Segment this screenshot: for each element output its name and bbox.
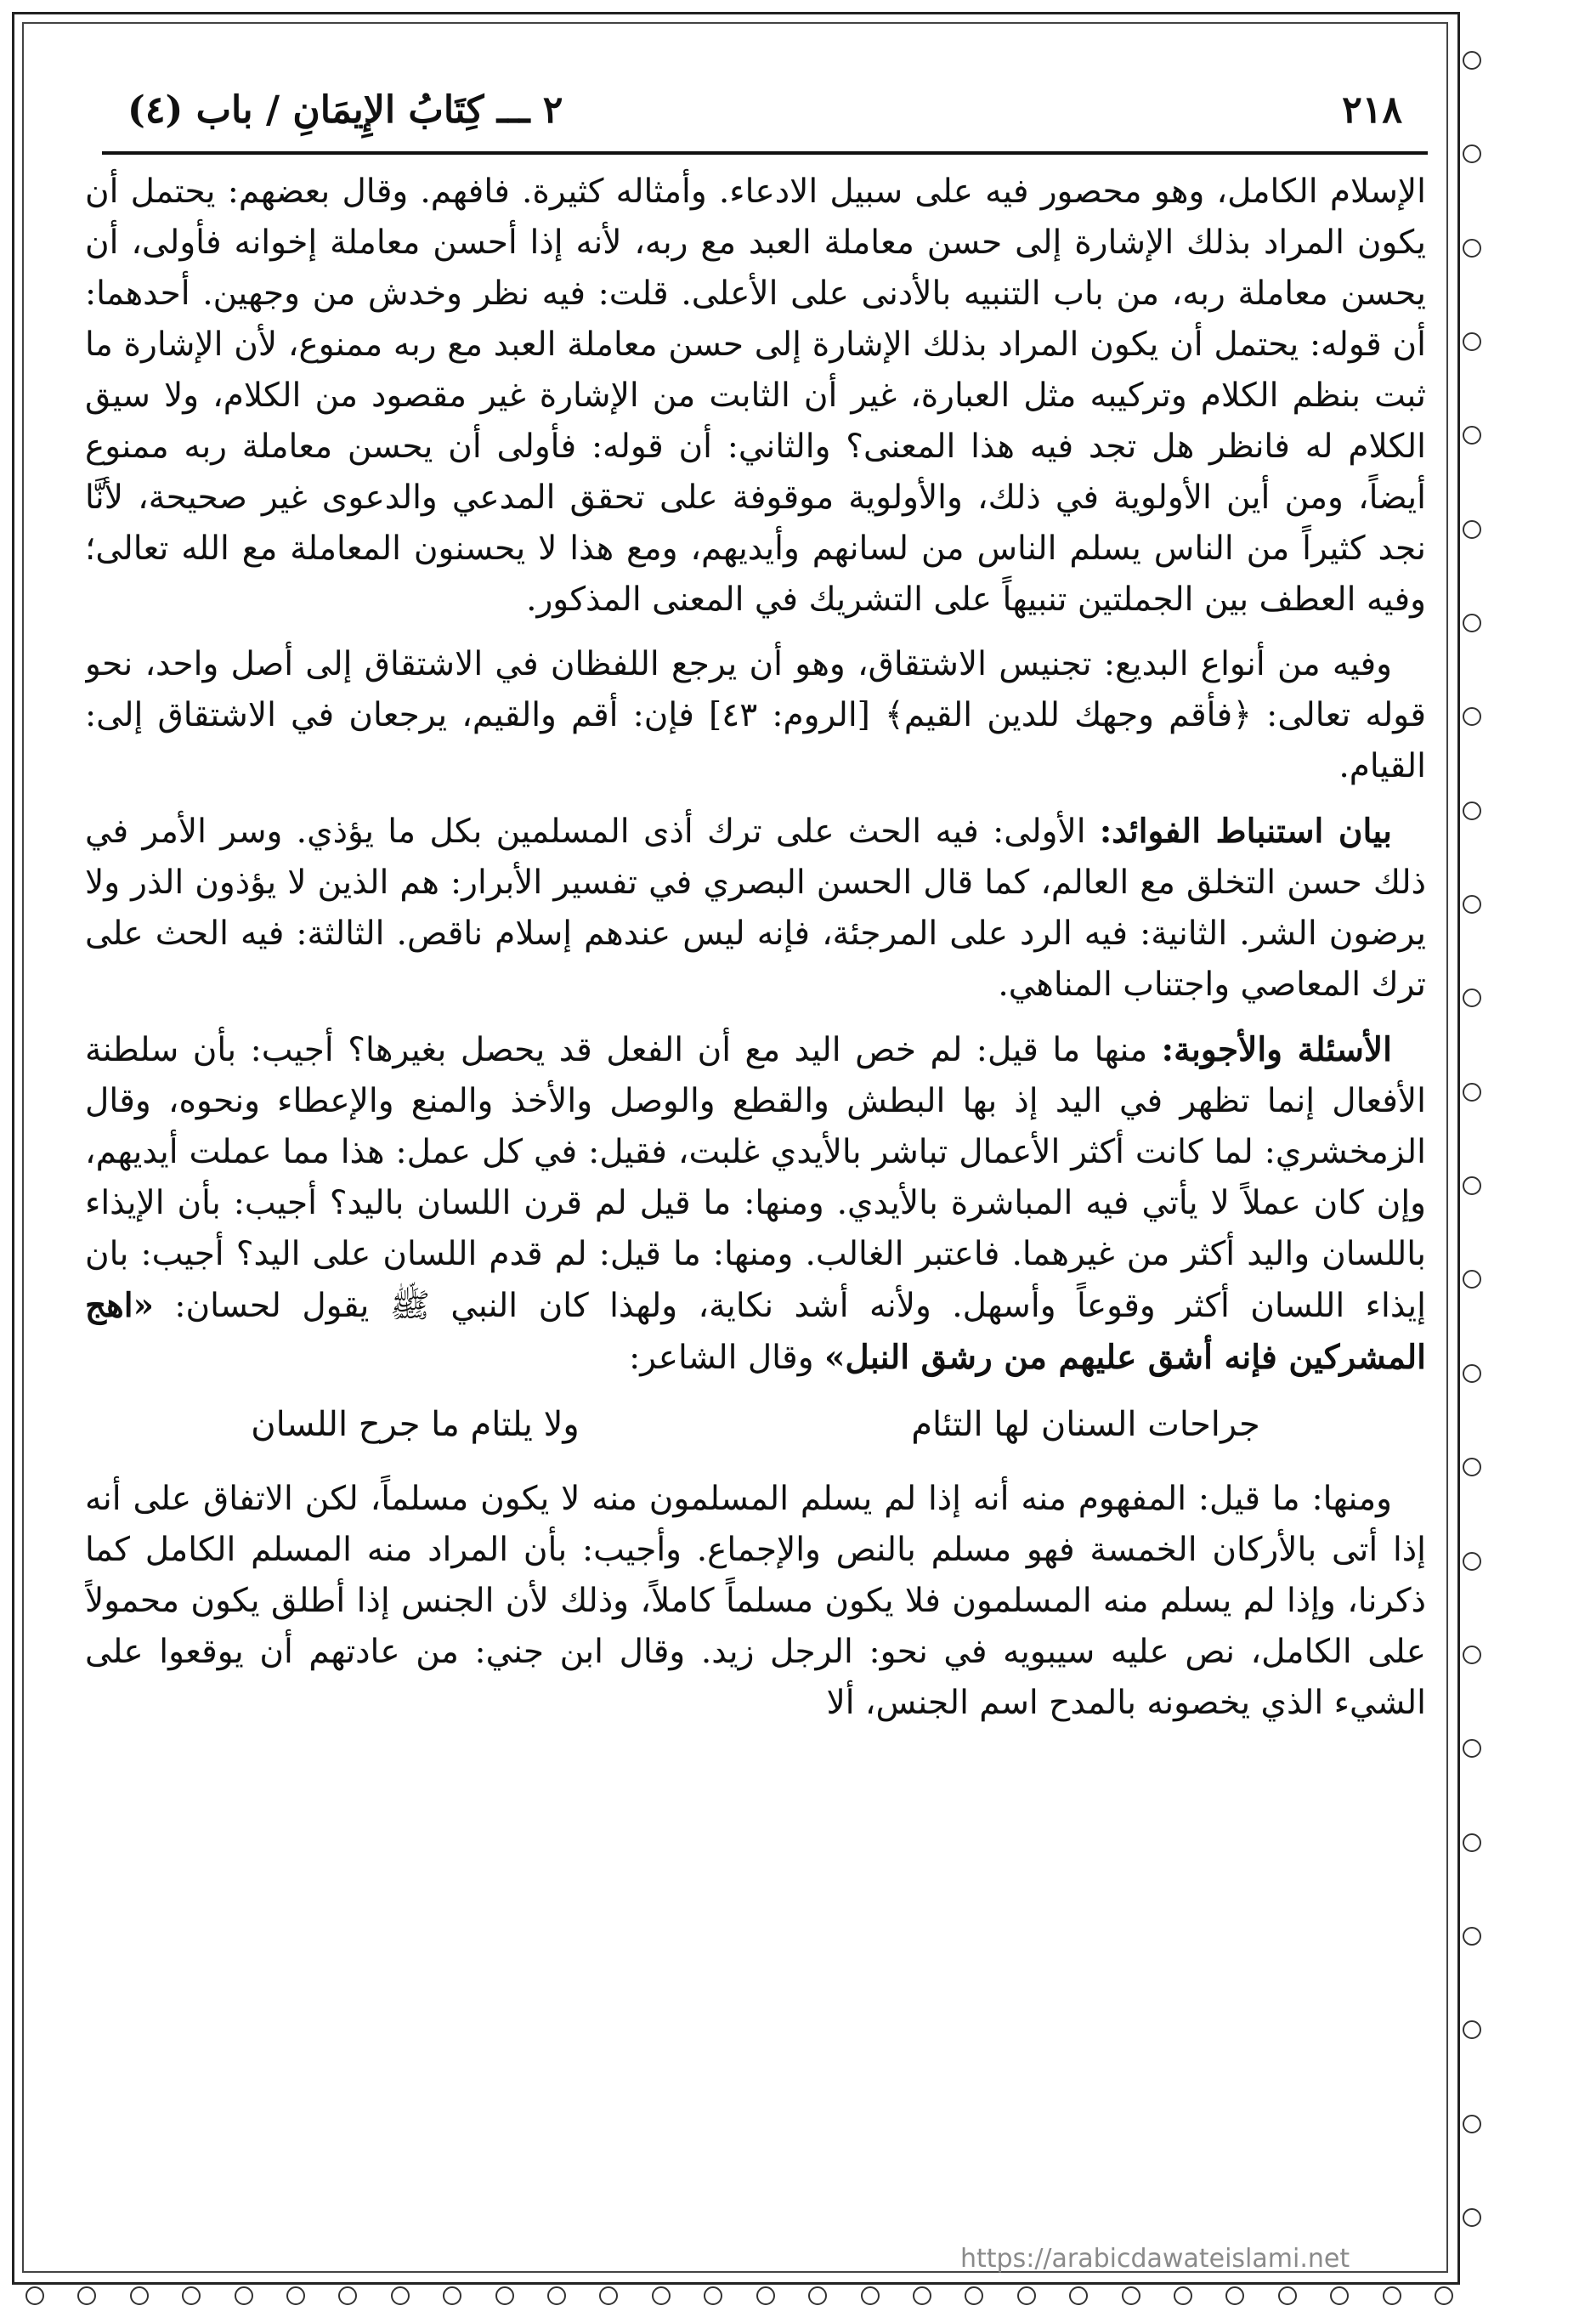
ornament-icon xyxy=(861,2286,880,2305)
ornament-icon xyxy=(1463,1739,1481,1758)
ornament-icon xyxy=(1463,144,1481,163)
poem-second-hemistich: ولا يلتام ما جرح اللسان xyxy=(251,1405,580,1444)
ornament-icon xyxy=(756,2286,775,2305)
ornament-icon xyxy=(1463,520,1481,539)
ornament-icon xyxy=(1225,2286,1244,2305)
ornament-icon xyxy=(1463,51,1481,70)
ornament-icon xyxy=(25,2286,44,2305)
ornament-icon xyxy=(1463,1927,1481,1946)
ornament-icon xyxy=(599,2286,618,2305)
ornament-icon xyxy=(286,2286,305,2305)
ornament-icon xyxy=(704,2286,722,2305)
ornament-icon xyxy=(1435,2286,1453,2305)
poem-first-hemistich: جراحات السنان لها التئام xyxy=(911,1405,1260,1444)
bottom-ornament-strip xyxy=(25,2281,1453,2310)
ornament-icon xyxy=(1463,2020,1481,2039)
page-number: ٢١٨ xyxy=(1342,88,1402,132)
ornament-icon xyxy=(1278,2286,1297,2305)
ornament-icon xyxy=(652,2286,671,2305)
poem-verse xyxy=(85,1399,1426,1450)
ornament-icon xyxy=(1463,802,1481,820)
paragraph-text: ومنها: ما قيل: المفهوم منه أنه إذا لم يسلم المسلمون منه لا يكون مسلماً، لكن الاتفاق على أنه إذا أتى بالأركان الخمسة فهو مسلم بالنص والإجماع. وأجيب: بأن المراد منه المسلم الكامل كما ذكرنا، وإذا لم يسلم منه المسلمون فلا يكون مسلماً كاملاً، وذلك لأن الجنس إذا أطلق يكون محمولاً على الكامل، نص عليه سيبويه في نحو: الرجل زيد. وقال ابن جني: من عادتهم أن يوقعوا على الشيء الذي يخصونه بالمدح اسم الجنس، ألا xyxy=(85,1480,1426,1722)
paragraph-text: وفيه من أنواع البديع: تجنيس الاشتقاق، وهو أن يرجع اللفظان في الاشتقاق إلى أصل واحد، نحو قوله تعالى: ﴿فأقم وجهك للدين القيم﴾ [الروم: ٤٣] فإن: أقم والقيم، يرجعان في الاشتقاق إلى: القيام. xyxy=(85,645,1426,785)
ornament-icon xyxy=(1463,1364,1481,1383)
hadith-quote: «اهج المشركين فإنه أشق عليهم من رشق النبل» xyxy=(85,1286,1426,1377)
ornament-icon xyxy=(1463,426,1481,445)
ornament-icon xyxy=(1463,614,1481,632)
ornament-icon xyxy=(1463,1646,1481,1664)
ornament-icon xyxy=(391,2286,410,2305)
ornament-icon xyxy=(182,2286,201,2305)
ornament-icon xyxy=(1463,1270,1481,1289)
paragraph xyxy=(85,806,1426,1011)
ornament-icon xyxy=(1463,2208,1481,2227)
paragraph-tail: وقال الشاعر: xyxy=(629,1339,814,1377)
ornament-icon xyxy=(1463,1552,1481,1571)
ornament-icon xyxy=(1463,2115,1481,2133)
section-heading: الأسئلة والأجوبة: xyxy=(1161,1030,1393,1069)
header-rule xyxy=(102,151,1428,155)
body-text xyxy=(85,167,1426,2258)
watermark-url: https://arabicdawateislami.net xyxy=(960,2244,1350,2274)
ornament-icon xyxy=(1017,2286,1036,2305)
ornament-icon xyxy=(1463,895,1481,914)
ornament-icon xyxy=(1463,1176,1481,1195)
ornament-icon xyxy=(1463,1083,1481,1102)
ornament-icon xyxy=(443,2286,461,2305)
ornament-icon xyxy=(547,2286,566,2305)
paragraph xyxy=(85,167,1426,626)
ornament-icon xyxy=(1463,989,1481,1007)
paragraph-text: منها ما قيل: لم خص اليد مع أن الفعل قد يحصل بغيرها؟ أجيب: بأن سلطنة الأفعال إنما تظهر في اليد إذ بها البطش والقطع والوصل والأخذ والمنع والإعطاء ونحوه، وقال الزمخشري: لما كانت أكثر الأعمال تباشر بالأيدي غلبت، فقيل: في كل عمل: هذا مما عملت أيديهم، وإن كان عملاً لا يأتي فيه المباشرة بالأيدي. ومنها: ما قيل لم قرن اللسان باليد؟ أجيب: بأن الإيذاء باللسان واليد أكثر من غيرهما. فاعتبر الغالب. ومنها: ما قيل: لم قدم اللسان على اليد؟ أجيب: بان إيذاء اللسان أكثر وقوعاً وأسهل. ولأنه أشد نكاية، ولهذا كان النبي ﷺ يقول لحسان: xyxy=(85,1031,1426,1325)
page-header xyxy=(102,82,1428,141)
ornament-icon xyxy=(808,2286,827,2305)
ornament-icon xyxy=(965,2286,983,2305)
ornament-icon xyxy=(1069,2286,1088,2305)
paragraph xyxy=(85,639,1426,792)
ornament-icon xyxy=(1463,239,1481,258)
ornament-icon xyxy=(1330,2286,1349,2305)
ornament-icon xyxy=(1383,2286,1401,2305)
ornament-icon xyxy=(1174,2286,1192,2305)
running-title: ٢ ـــ كِتَابُ الإِيمَانِ / باب (٤) xyxy=(127,88,563,132)
ornament-icon xyxy=(1463,1833,1481,1852)
ornament-icon xyxy=(1463,332,1481,351)
paragraph xyxy=(85,1474,1426,1729)
section-heading: بيان استنباط الفوائد: xyxy=(1099,812,1392,851)
paragraph-text: الأولى: فيه الحث على ترك أذى المسلمين بكل ما يؤذي. وسر الأمر في ذلك حسن التخلق مع العالم، كما قال الحسن البصري في تفسير الأبرار: هم الذين لا يؤذون الذر ولا يرضون الشر. الثانية: فيه الرد على المرجئة، فإنه ليس عندهم إسلام ناقص. الثالثة: فيه الحث على ترك المعاصي واجتناب المناهي. xyxy=(85,813,1426,1004)
ornament-icon xyxy=(130,2286,149,2305)
ornament-icon xyxy=(495,2286,514,2305)
ornament-icon xyxy=(1463,707,1481,726)
ornament-icon xyxy=(913,2286,931,2305)
paragraph-text: الإسلام الكامل، وهو محصور فيه على سبيل الادعاء. وأمثاله كثيرة. فافهم. وقال بعضهم: يحتمل أن يكون المراد بذلك الإشارة إلى حسن معاملة العبد مع ربه، لأنه إذا أحسن معاملة إخوانه فأولى، أن يحسن معاملة ربه، من باب التنبيه بالأدنى على الأعلى. قلت: فيه نظر وخدش من وجهين. أحدهما: أن قوله: يحتمل أن يكون المراد بذلك الإشارة إلى حسن معاملة العبد مع ربه ممنوع، لأن الإشارة ما ثبت بنظم الكلام وتركيبه مثل العبارة، غير أن الثابت من الإشارة غير مقصود من الكلام، ولا سيق الكلام له فانظر هل تجد فيه هذا المعنى؟ والثاني: أن قوله: فأولى أن يحسن معاملة ربه ممنوع أيضاً، ومن أين الأولوية في ذلك، والأولوية موقوفة على تحقق المدعي والدعوى غير صحيحة، لأنَّا نجد كثيراً من الناس يسلم الناس من لسانهم وأيديهم، ومع هذا لا يحسنون المعاملة مع الله تعالى؛ وفيه العطف بين الجملتين تنبيهاً على التشريك في المعنى المذكور. xyxy=(85,173,1426,619)
ornament-icon xyxy=(77,2286,96,2305)
right-ornament-strip xyxy=(1455,51,1489,2227)
ornament-icon xyxy=(1463,1458,1481,1476)
ornament-icon xyxy=(235,2286,253,2305)
paragraph xyxy=(85,1024,1426,1384)
ornament-icon xyxy=(338,2286,357,2305)
ornament-icon xyxy=(1122,2286,1140,2305)
